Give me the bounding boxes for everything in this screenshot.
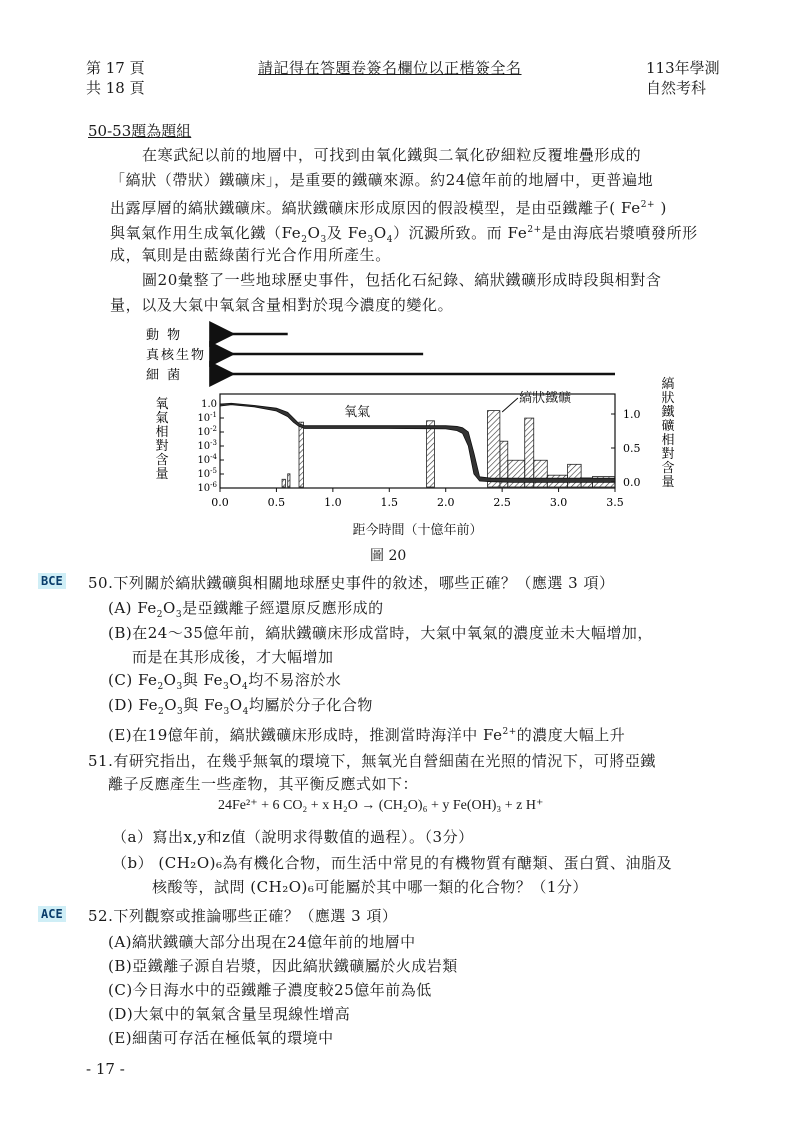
left-axis-label: 量 bbox=[155, 467, 169, 482]
x-tick-label: 1.5 bbox=[380, 496, 399, 509]
intro-line-1: 在寒武紀以前的地層中，可找到由氧化鐵與二氧化矽細粒反覆堆疊形成的 bbox=[142, 146, 642, 164]
q52-option-d: (D)大氣中的氧氣含量呈現線性增高 bbox=[108, 1005, 351, 1023]
right-axis-label: 鐵 bbox=[661, 405, 675, 420]
figure-caption: 圖 20 bbox=[370, 548, 407, 564]
arrow-label-1: 真核生物 bbox=[146, 348, 207, 363]
bif-bar-2 bbox=[299, 422, 304, 487]
left-tick-label: $10^{-1}$ bbox=[197, 411, 217, 424]
bif-bar-6 bbox=[508, 460, 525, 487]
q52-option-a: (A)縞狀鐵礦大部分出現在24億年前的地層中 bbox=[108, 933, 416, 951]
right-axis-label: 相 bbox=[661, 433, 675, 448]
group-title: 50-53題為題組 bbox=[88, 122, 192, 140]
intro-line-5: 成，氧則是由藍綠菌行光合作用所產生。 bbox=[110, 246, 391, 264]
signature-reminder: 請記得在答題卷簽名欄位以正楷簽全名 bbox=[258, 59, 522, 77]
q50-option-c: (C) $Fe_2O_3$與 $Fe_3O_4$均不易溶於水 bbox=[108, 671, 342, 692]
left-tick-label: $10^{-5}$ bbox=[197, 467, 217, 480]
figure-20 bbox=[140, 318, 700, 548]
q50-stem: 50.下列關於縞狀鐵礦與相關地球歷史事件的敘述，哪些正確？（應選 3 項） bbox=[88, 574, 615, 592]
left-tick-label: 1.0 bbox=[201, 399, 217, 410]
left-tick-label: $10^{-6}$ bbox=[197, 481, 217, 494]
right-axis-label: 量 bbox=[661, 475, 675, 490]
intro-line-2: 「縞狀（帶狀）鐵礦床」，是重要的鐵礦來源。約24億年前的地層中，更普遍地 bbox=[110, 171, 654, 189]
x-axis-label: 距今時間（十億年前） bbox=[352, 523, 483, 538]
x-tick-label: 2.5 bbox=[493, 496, 511, 509]
right-axis-label: 對 bbox=[661, 447, 675, 462]
intro-line-3: 出露厚層的縞狀鐵礦床。縞狀鐵礦床形成原因的假設模型，是由亞鐵離子( $Fe^{2+}$ ) bbox=[110, 199, 667, 217]
bif-bar-7 bbox=[525, 418, 534, 487]
page-number: 第 17 頁 bbox=[86, 59, 145, 77]
oxygen-label: 氧氣 bbox=[344, 405, 371, 420]
q51-part-b-line-1: （b） (CH₂O)₆為有機化合物，而生活中常見的有機物質有醣類、蛋白質、油脂及 bbox=[112, 854, 672, 872]
right-axis-label: 狀 bbox=[661, 391, 675, 406]
answer-50: BCE bbox=[38, 573, 66, 589]
x-tick-label: 0.0 bbox=[211, 496, 229, 509]
intro-line-6: 圖20彙整了一些地球歷史事件，包括化石紀錄、縞狀鐵礦形成時段與相對含 bbox=[142, 271, 662, 289]
intro-line-7: 量，以及大氣中氧氣含量相對於現今濃度的變化。 bbox=[110, 296, 454, 314]
bif-bar-8 bbox=[534, 460, 548, 487]
subject-name: 自然考科 bbox=[646, 79, 707, 97]
left-axis-label: 氧 bbox=[155, 397, 169, 412]
total-pages: 共 18 頁 bbox=[86, 79, 145, 97]
bif-bar-4 bbox=[487, 411, 499, 487]
q52-option-e: (E)細菌可存活在極低氧的環境中 bbox=[108, 1029, 334, 1047]
footer-page-number: - 17 - bbox=[86, 1060, 125, 1078]
answer-52: ACE bbox=[38, 906, 66, 922]
right-tick-label: 0.5 bbox=[623, 442, 641, 455]
right-tick-label: 1.0 bbox=[623, 408, 641, 421]
bif-bar-0 bbox=[282, 479, 285, 487]
x-tick-label: 1.0 bbox=[324, 496, 342, 509]
right-axis-label: 縞 bbox=[661, 377, 675, 392]
q51-stem-line-1: 51.有研究指出，在幾乎無氧的環境下，無氧光自營細菌在光照的情況下，可將亞鐵 bbox=[88, 752, 656, 770]
arrow-label-0: 動 物 bbox=[146, 328, 183, 343]
left-tick-label: $10^{-3}$ bbox=[197, 439, 217, 452]
left-tick-label: $10^{-2}$ bbox=[197, 425, 217, 438]
q51-part-b-line-2: 核酸等，試問 (CH₂O)₆可能屬於其中哪一類的化合物？（1分） bbox=[152, 878, 588, 896]
x-tick-label: 3.0 bbox=[549, 496, 568, 509]
oxygen-band bbox=[220, 403, 615, 482]
q52-option-c: (C)今日海水中的亞鐵離子濃度較25億年前為低 bbox=[108, 981, 432, 999]
q50-option-b-line-2: 而是在其形成後，才大幅增加 bbox=[132, 648, 334, 666]
x-tick-label: 3.5 bbox=[606, 496, 624, 509]
q52-stem: 52.下列觀察或推論哪些正確？（應選 3 項） bbox=[88, 907, 398, 925]
left-axis-label: 氣 bbox=[155, 411, 169, 426]
arrow-label-2: 細 菌 bbox=[146, 368, 183, 383]
right-axis-label: 含 bbox=[661, 461, 675, 476]
left-axis-label: 對 bbox=[155, 439, 169, 454]
intro-line-4: 與氧氣作用生成氧化鐵（$Fe_2O_3$及 $Fe_3O_4$）沉澱所致。而 $Fe^{2+}$是由海底岩漿噴發所形 bbox=[110, 224, 698, 245]
q50-option-b-line-1: (B)在24～35億年前，縞狀鐵礦床形成當時，大氣中氧氣的濃度並未大幅增加， bbox=[108, 624, 653, 642]
bif-bar-3 bbox=[427, 421, 435, 487]
left-tick-label: $10^{-4}$ bbox=[197, 453, 217, 466]
exam-name: 113年學測 bbox=[646, 59, 720, 77]
q52-option-b: (B)亞鐵離子源自岩漿，因此縞狀鐵礦屬於火成岩類 bbox=[108, 957, 458, 975]
x-tick-label: 2.0 bbox=[436, 496, 455, 509]
x-tick-label: 0.5 bbox=[267, 496, 286, 509]
q50-option-a: (A) $Fe_2O_3$是亞鐵離子經還原反應形成的 bbox=[108, 599, 384, 620]
left-axis-label: 相 bbox=[155, 425, 169, 440]
bif-bar-10 bbox=[568, 464, 582, 487]
right-tick-label: 0.0 bbox=[623, 476, 641, 489]
bif-label: 縞狀鐵礦 bbox=[519, 391, 572, 406]
q50-option-d: (D) $Fe_2O_3$與 $Fe_3O_4$均屬於分子化合物 bbox=[108, 696, 373, 717]
right-axis-label: 礦 bbox=[661, 419, 675, 434]
q51-part-a: （a）寫出x,y和z值（說明求得數值的過程）。（3分） bbox=[112, 828, 474, 846]
q51-equation: 24Fe²⁺ + 6 CO₂ + x H₂O → (CH₂O)₆ + y Fe(OH)₃ + z H⁺ bbox=[218, 798, 544, 813]
q50-option-e: (E)在19億年前，縞狀鐵礦床形成時，推測當時海洋中 $Fe^{2+}$的濃度大幅上升 bbox=[108, 726, 626, 744]
q51-stem-line-2: 離子反應產生一些產物，其平衡反應式如下： bbox=[108, 775, 419, 793]
bif-bar-1 bbox=[288, 474, 290, 487]
left-axis-label: 含 bbox=[155, 453, 169, 468]
